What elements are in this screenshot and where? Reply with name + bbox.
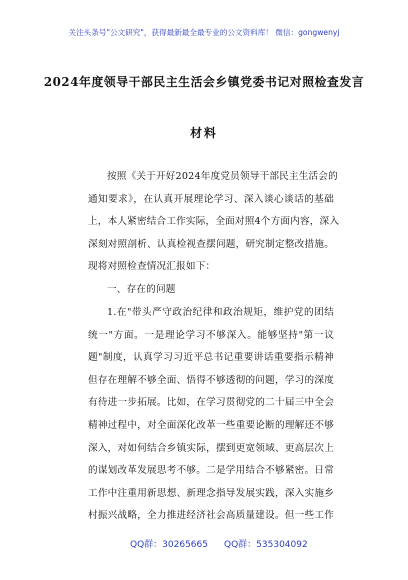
body-line: 题"制度，认真学习习近平总书记重要讲话重要指示精神 [88, 352, 334, 364]
body-paragraph [88, 302, 334, 528]
body-line: 精神过程中，对全面深化改革一些重要论断的理解还不够 [88, 419, 334, 431]
body-line: 统一"方面。一是理论学习不够深入。能够坚持"第一议 [88, 329, 334, 341]
body-line: 村振兴战略，全力推进经济社会高质量建设。但一些工作 [88, 510, 334, 522]
body-line: 但存在理解不够全面、悟得不够透彻的问题，学习的深度 [88, 374, 334, 386]
body-line: 1.在"带头严守政治纪律和政治规矩，维护党的团结 [107, 307, 334, 318]
document-title: 2024年度领导干部民主生活会乡镇党委书记对照检查发言 [43, 75, 365, 89]
body-line: 有待进一步拓展。比如，在学习贯彻党的二十届三中全会 [88, 397, 334, 409]
body-line: 工作中注重用新思想、新理念指导发展实践，深入实施乡 [88, 487, 334, 499]
intro-line: 深刻对照剖析、认真检视查摆问题，研究制定整改措施。 [88, 238, 334, 250]
intro-line: 按照《关于开好2024年度党员领导干部民主生活会的 [107, 171, 338, 182]
document-title-continuation: 材料 [190, 126, 218, 140]
intro-paragraph [88, 166, 340, 279]
intro-line: 通知要求》，在认真开展理论学习、深入谈心谈话的基础 [88, 193, 334, 205]
body-line: 的谋划改革发展思考不够。二是学用结合不够紧密。日常 [88, 465, 334, 477]
body-line: 深入，对如何结合乡镇实际，摆到更宽领域、更高层次上 [88, 442, 334, 454]
intro-line: 现将对照检查情况汇报如下： [88, 261, 216, 273]
footer-qq-group-2: QQ群：535304092 [224, 540, 308, 550]
intro-line: 上，本人紧密结合工作实际，全面对照4个方面内容，深入 [88, 216, 340, 228]
section-heading: 一、存在的问题 [107, 284, 176, 295]
section-heading-block [88, 279, 334, 302]
footer-qq-group-1: QQ群：30265665 [130, 540, 208, 550]
header-note: 关注头条号"公文研究"，获得最新最全最专业的公文资料库！ 微信：gongwenyj [68, 28, 340, 37]
